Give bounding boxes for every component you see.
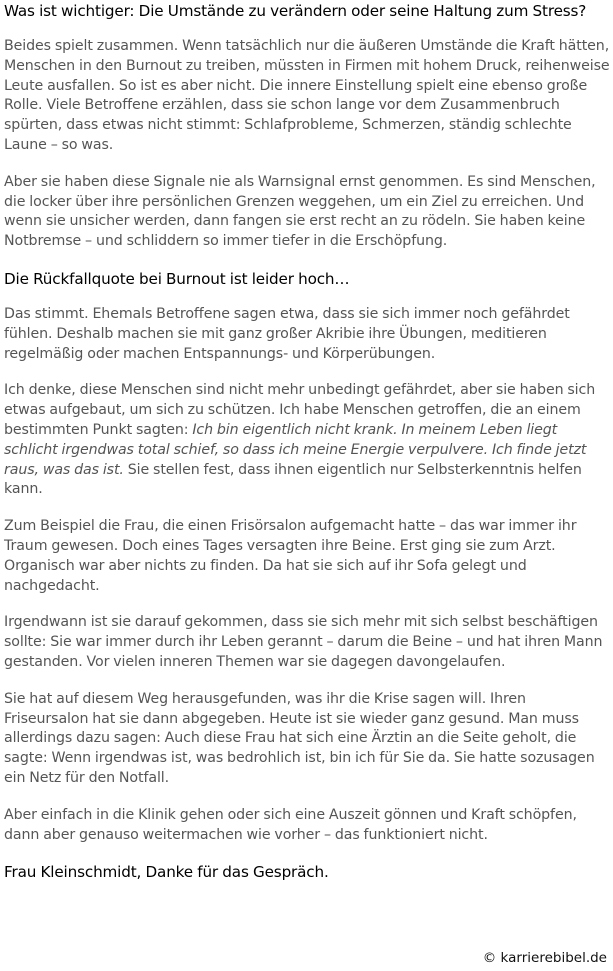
paragraph-4-start: Ich denke, diese Menschen sind nicht mehr unbedingt gefährdet, aber sie haben sich etwas aufgebaut, um sich zu schützen. Ich habe Menschen getroffen, die an einem bestimmten Punkt sagten: — [4, 382, 596, 438]
section-heading-stress: Was ist wichtiger: Die Umstände zu verändern oder seine Haltung zum Stress? — [4, 2, 587, 20]
paragraph-7: Sie hat auf diesem Weg herausgefunden, was ihr die Krise sagen will. Ihren Friseursalon hat sie dann abgegeben. Heute ist sie wieder ganz gesund. Man muss allerdings dazu sagen: Auch diese Frau hat sich eine Ärztin an die Seite geholt, die sagte: Wenn irgendwas ist, was bedrohlich ist, bin ich für Sie da. Sie hatte sozusagen ein Netz für den Notfall. — [4, 690, 595, 786]
article-body — [4, 0, 610, 882]
paragraph-2: Aber sie haben diese Signale nie als Warnsignal ernst genommen. Es sind Menschen, die locker über ihre persönlichen Grenzen weggehen, um ein Ziel zu erreichen. Und wenn sie unsicher werden, dann fangen sie erst recht an zu rödeln. Sie haben keine Notbremse – und schliddern so immer tiefer in die Erschöpfung. — [4, 173, 596, 250]
paragraph-4 — [4, 381, 610, 500]
paragraph-3: Das stimmt. Ehemals Betroffene sagen etwa, dass sie sich immer noch gefährdet fühlen. Deshalb machen sie mit ganz großer Akribie ihre Übungen, meditieren regelmäßig oder machen Entspannungs- und Körperübungen. — [4, 305, 570, 362]
closing-heading: Frau Kleinschmidt, Danke für das Gespräch. — [4, 863, 329, 882]
copyright-footer: © karrierebibel.de — [482, 950, 607, 966]
paragraph-8: Aber einfach in die Klinik gehen oder sich eine Auszeit gönnen und Kraft schöpfen, dann aber genauso weitermachen wie vorher – das funktioniert nicht. — [4, 806, 577, 843]
paragraph-4-end: Sie stellen fest, dass ihnen eigentlich nur Selbsterkenntnis helfen kann. — [4, 461, 582, 498]
paragraph-4-quote: Ich bin eigentlich nicht krank. In meinem Leben liegt schlicht irgendwas total schief, so dass ich meine Energie verpulvere. Ich finde jetzt raus, was das ist. — [4, 421, 587, 478]
paragraph-5: Zum Beispiel die Frau, die einen Frisörsalon aufgemacht hatte – das war immer ihr Traum gewesen. Doch eines Tages versagten ihre Beine. Erst ging sie zum Arzt. Organisch war aber nichts zu finden. Da hat sie sich auf ihr Sofa gelegt und nachgedacht. — [4, 518, 577, 594]
paragraph-1: Beides spielt zusammen. Wenn tatsächlich nur die äußeren Umstände die Kraft hätten, Menschen in den Burnout zu treiben, müssten in Firmen mit hohem Druck, reihenweise Leute ausfallen. So ist es aber nicht. Die innere Einstellung spielt eine ebenso große Rolle. Viele Betroffene erzählen, dass sie schon lange vor dem Zusammenbruch spürten, dass etwas nicht stimmt: Schlafprobleme, Schmerzen, ständig schlechte Laune – so was. — [4, 38, 610, 153]
paragraph-6: Irgendwann ist sie darauf gekommen, dass sie sich mehr mit sich selbst beschäftigen sollte: Sie war immer durch ihr Leben gerannt – darum die Beine – und hat ihren Mann gestanden. Vor vielen inneren Themen war sie dagegen davongelaufen. — [4, 614, 603, 670]
section-heading-rueckfall: Die Rückfallquote bei Burnout ist leider hoch… — [4, 269, 350, 288]
